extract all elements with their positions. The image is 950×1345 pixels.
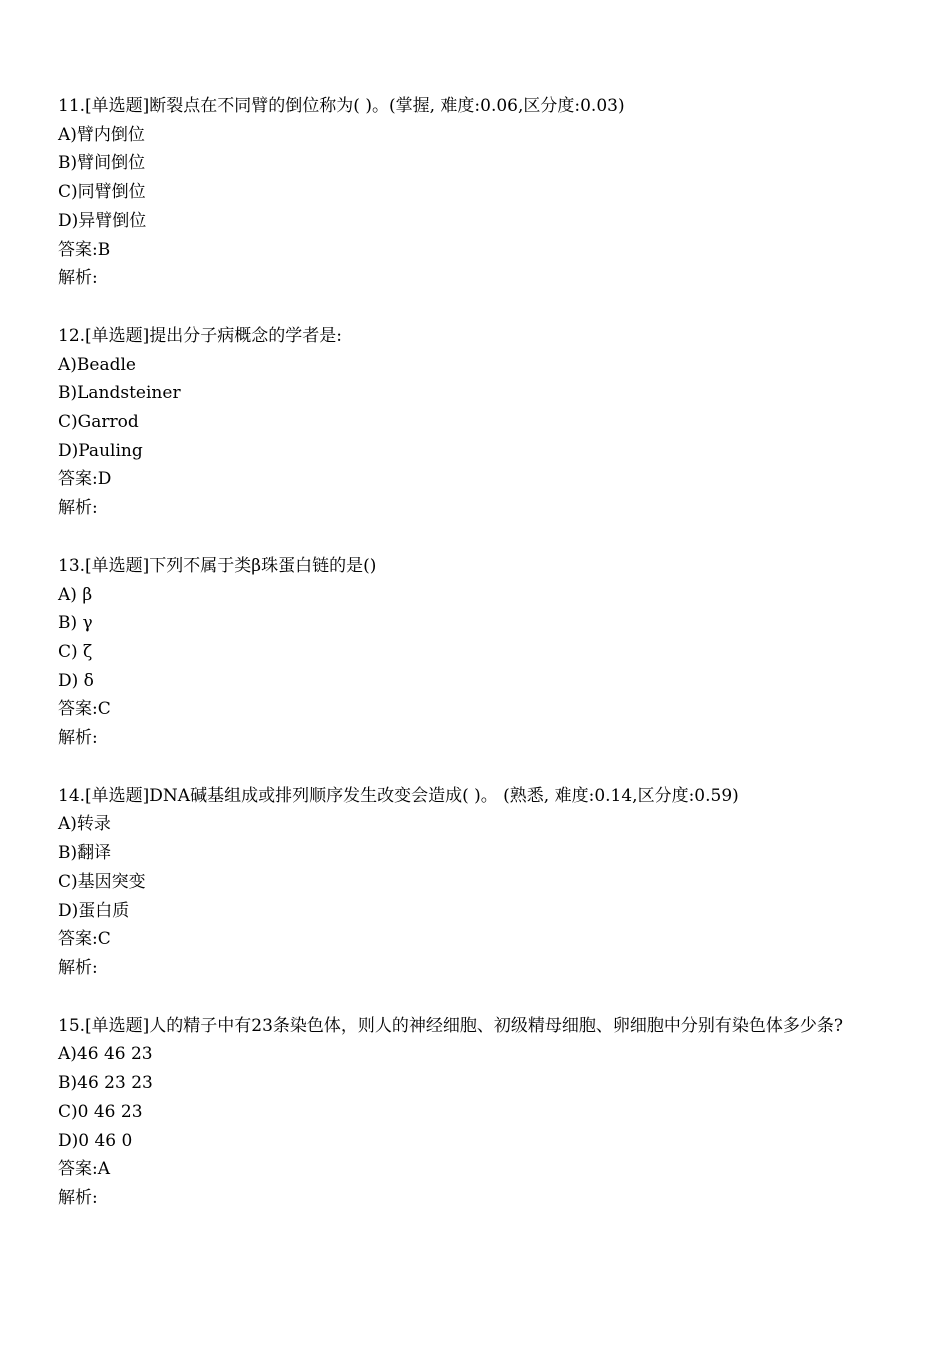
option-a: A) β [58, 584, 93, 605]
option-b: B)臂间倒位 [58, 153, 146, 174]
analysis-line: 解析: [58, 728, 98, 749]
question-title: 13.[单选题]下列不属于类β珠蛋白链的是() [58, 555, 377, 576]
question-title: 12.[单选题]提出分子病概念的学者是: [58, 325, 343, 346]
answer-line: 答案:B [58, 239, 111, 260]
answer-line: 答案:C [58, 929, 111, 950]
question-12 [58, 322, 903, 523]
analysis-line: 解析: [58, 498, 98, 519]
analysis-line: 解析: [58, 957, 98, 978]
option-d: D)蛋白质 [58, 900, 130, 921]
option-d: D)Pauling [58, 440, 143, 461]
option-d: D) δ [58, 670, 94, 691]
option-a: A)转录 [58, 814, 111, 835]
option-c: C) ζ [58, 641, 93, 662]
question-15 [58, 1012, 903, 1213]
answer-line: 答案:C [58, 699, 111, 720]
analysis-line: 解析: [58, 1187, 98, 1208]
option-d: D)异臂倒位 [58, 210, 147, 231]
option-b: B)翻译 [58, 843, 112, 864]
option-b: B)46 23 23 [58, 1073, 153, 1094]
option-a: A)46 46 23 [58, 1044, 153, 1065]
option-b: B) γ [58, 613, 93, 634]
option-c: C)基因突变 [58, 871, 146, 892]
option-a: A)臂内倒位 [58, 124, 145, 145]
question-title: 11.[单选题]断裂点在不同臂的倒位称为( )。(掌握, 难度:0.06,区分度:0.03) [58, 96, 625, 116]
question-title: 15.[单选题]人的精子中有23条染色体，则人的神经细胞、初级精母细胞、卵细胞中分别有染色体多少条? [58, 1015, 844, 1036]
question-13 [58, 552, 903, 753]
option-a: A)Beadle [58, 354, 136, 375]
answer-line: 答案:A [58, 1159, 111, 1180]
answer-line: 答案:D [58, 469, 112, 490]
question-14 [58, 782, 903, 983]
document-page [58, 92, 903, 1242]
question-title: 14.[单选题]DNA碱基组成或排列顺序发生改变会造成( )。 (熟悉, 难度:0.14,区分度:0.59) [58, 785, 739, 806]
option-b: B)Landsteiner [58, 383, 181, 404]
analysis-line: 解析: [58, 268, 98, 289]
option-c: C)0 46 23 [58, 1101, 143, 1122]
option-c: C)Garrod [58, 412, 139, 433]
option-c: C)同臂倒位 [58, 182, 146, 203]
option-d: D)0 46 0 [58, 1130, 133, 1151]
question-11 [58, 92, 903, 293]
